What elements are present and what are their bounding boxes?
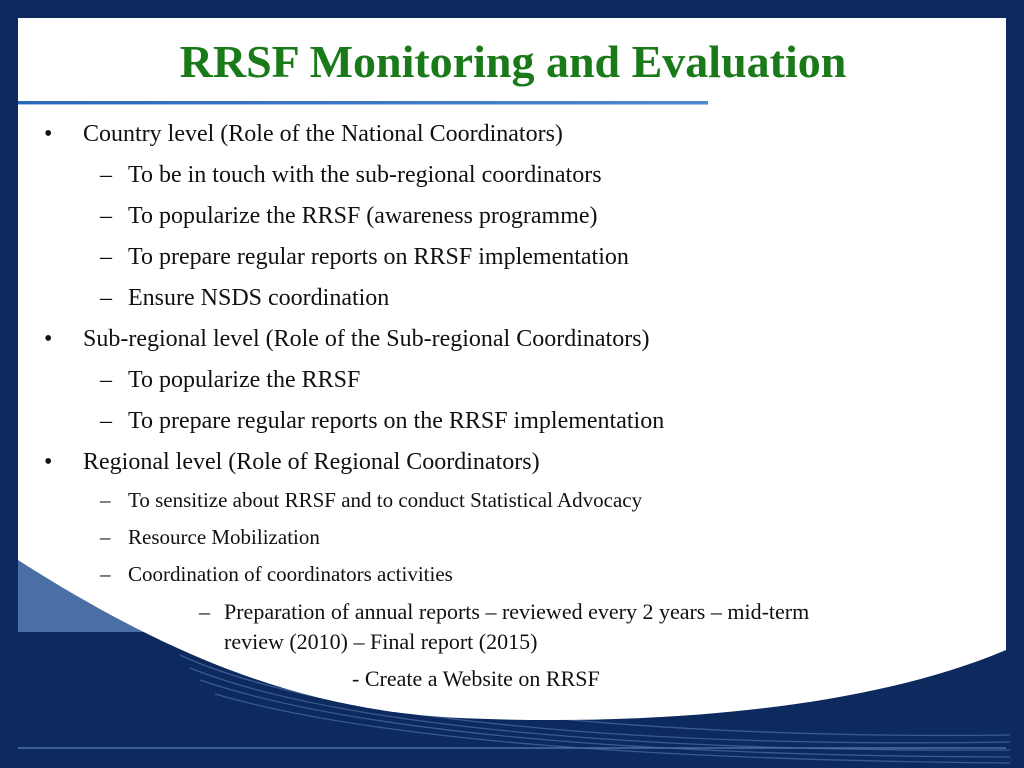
sub-bullet-text: Resource Mobilization — [128, 525, 320, 549]
dash-marker: – — [100, 488, 111, 512]
dash-marker: – — [100, 562, 111, 586]
sub-bullet-text: To popularize the RRSF — [128, 367, 361, 393]
sub-bullet-text: To sensitize about RRSF and to conduct Statistical Advocacy — [128, 488, 643, 512]
bullet-marker: • — [44, 326, 53, 352]
note-text: - Create a Website on RRSF — [352, 666, 600, 691]
sub-bullet-text: Coordination of coordinators activities — [128, 562, 453, 586]
dash-marker: – — [100, 525, 111, 549]
bullet-text: Sub-regional level (Role of the Sub-regional Coordinators) — [83, 326, 650, 352]
dash-marker: – — [100, 408, 112, 434]
sub-bullet-text: To popularize the RRSF (awareness programme) — [128, 203, 598, 229]
dash-marker: – — [100, 244, 112, 270]
bullet-marker: • — [44, 121, 53, 147]
sub-bullet-text: To prepare regular reports on the RRSF implementation — [128, 408, 665, 434]
sub-sub-bullet-continuation: review (2010) – Final report (2015) — [224, 629, 538, 654]
sub-bullet-text: To prepare regular reports on RRSF implementation — [128, 244, 629, 270]
dash-marker: – — [100, 162, 112, 188]
dash-marker: – — [199, 599, 210, 624]
slide-title: RRSF Monitoring and Evaluation — [179, 36, 847, 87]
dash-marker: – — [100, 285, 112, 311]
bullet-text: Regional level (Role of Regional Coordinators) — [83, 449, 540, 475]
sub-bullet-text: Ensure NSDS coordination — [128, 285, 390, 311]
sub-sub-bullet-text: Preparation of annual reports – reviewed every 2 years – mid-term — [224, 599, 810, 624]
dash-marker: – — [100, 367, 112, 393]
sub-bullet-text: To be in touch with the sub-regional coordinators — [128, 162, 602, 188]
bullet-text: Country level (Role of the National Coordinators) — [83, 121, 563, 147]
bullet-marker: • — [44, 449, 53, 475]
dash-marker: – — [100, 203, 112, 229]
